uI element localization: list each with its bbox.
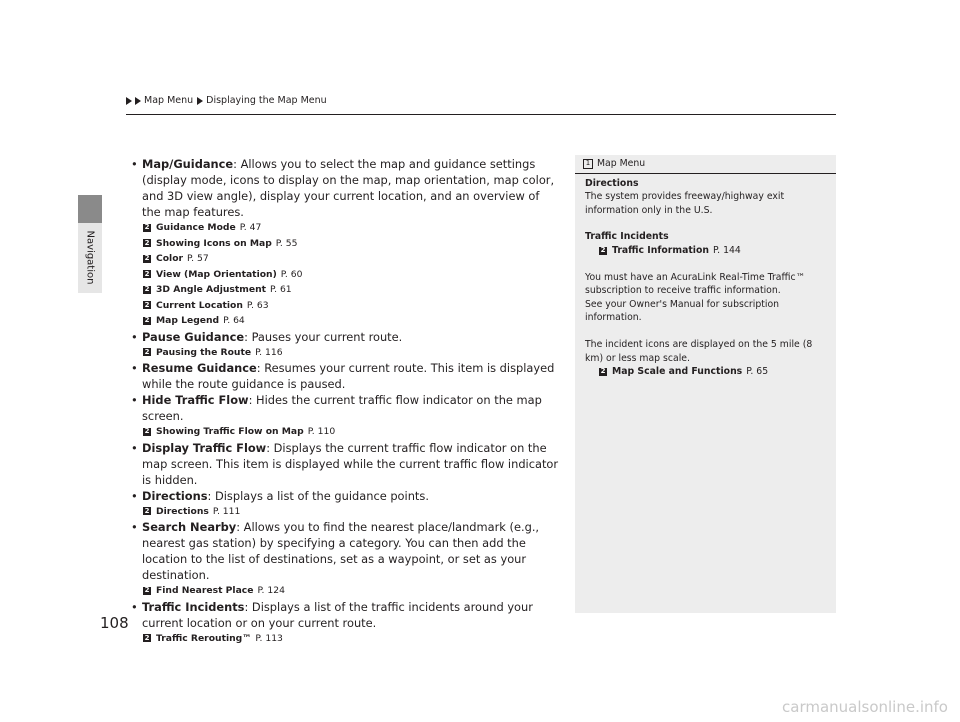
reference-link[interactable]: 2 Guidance Mode P. 47 — [144, 222, 262, 233]
note-heading: Traffic Incidents — [585, 231, 669, 243]
bullet-title: Display Traffic Flow — [142, 440, 267, 455]
reference-link[interactable]: 2 Showing Icons on Map P. 55 — [144, 237, 298, 249]
note-text: The incident icons are displayed on the 5 mile (8 km) or less map scale. — [585, 338, 813, 364]
note-title: Map Menu — [597, 158, 646, 169]
reference-link[interactable]: 2 Traffic Rerouting™ P. 113 — [144, 632, 283, 644]
note-text: You must have an AcuraLink Real-Time Traffic™ subscription to receive traffic information. — [585, 271, 805, 297]
bullet-icon: • — [131, 520, 138, 534]
side-note — [575, 155, 836, 613]
reference-arrow-icon: 2 — [144, 347, 150, 356]
main-content — [131, 156, 561, 646]
reference-arrow-icon: 2 — [144, 316, 150, 324]
reference-arrow-icon: 2 — [144, 285, 150, 293]
bullet-text: : Resumes your current route. This item is displayed while the route guidance is paused. — [142, 361, 555, 391]
bullet-icon: • — [131, 157, 138, 171]
bullet-title: Pause Guidance — [142, 329, 245, 344]
bullet-icon: • — [131, 329, 138, 344]
bullet-item — [131, 360, 561, 392]
bullet-title: Directions — [142, 488, 208, 503]
reference-arrow-icon: 2 — [600, 245, 606, 254]
reference-arrow-icon: 2 — [144, 238, 150, 247]
note-number-icon: 1 — [583, 159, 593, 169]
breadcrumb — [126, 95, 327, 106]
reference-arrow-icon: 2 — [600, 367, 606, 376]
reference-link[interactable]: 2 Pausing the Route P. 116 — [144, 346, 283, 358]
reference-link[interactable]: 2 3D Angle Adjustment P. 61 — [144, 284, 292, 295]
watermark: carmanualsonline.info — [782, 698, 948, 716]
reference-link[interactable]: 2 Map Legend P. 64 — [144, 315, 245, 326]
bullet-item — [131, 440, 561, 488]
bullet-item — [131, 519, 561, 583]
reference-arrow-icon: 2 — [144, 223, 150, 231]
bullet-text: : Pauses your current route. — [244, 329, 403, 344]
section-tab-marker — [78, 195, 102, 223]
bullet-text: : Displays the current traffic flow indicator on the map screen. This item is displayed while the current traffic flow indicator is hidden. — [142, 440, 559, 487]
breadcrumb-item[interactable]: Displaying the Map Menu — [206, 95, 327, 106]
reference-link[interactable]: 2 Current Location P. 63 — [144, 299, 269, 311]
bullet-icon: • — [131, 361, 138, 375]
reference-link[interactable]: 2 View (Map Orientation) P. 60 — [144, 268, 303, 280]
note-heading: Directions — [585, 177, 639, 189]
reference-arrow-icon: 2 — [144, 586, 150, 594]
reference-arrow-icon: 2 — [144, 269, 150, 278]
section-label: Navigation — [84, 230, 96, 284]
bullet-icon: • — [131, 393, 138, 407]
bullet-text: : Hides the current traffic flow indicator on the map screen. — [142, 393, 542, 423]
bullet-title: Search Nearby — [142, 520, 237, 534]
bullet-title: Hide Traffic Flow — [142, 393, 249, 407]
bullet-icon: • — [131, 488, 138, 503]
bullet-icon: • — [131, 440, 138, 455]
bullet-text: : Allows you to find the nearest place/landmark (e.g., nearest gas station) by specifying a category. You can then add the location to the list of destinations, set as a waypoint, or set as your destination. — [142, 520, 540, 582]
bullet-text: : Displays a list of the guidance points. — [207, 488, 429, 503]
note-text: See your Owner's Manual for subscription information. — [585, 298, 780, 324]
reference-arrow-icon: 2 — [144, 254, 150, 262]
bullet-icon: • — [131, 599, 138, 614]
bullet-item — [131, 599, 561, 631]
bullet-title: Traffic Incidents — [142, 599, 245, 614]
note-header — [575, 155, 836, 174]
reference-arrow-icon: 2 — [144, 633, 150, 642]
note-reference-link[interactable]: 2 Map Scale and Functions P. 65 — [600, 366, 769, 378]
bullet-item — [131, 392, 561, 424]
reference-arrow-icon: 2 — [144, 427, 150, 435]
bullet-title: Resume Guidance — [142, 361, 257, 375]
page-number: 108 — [100, 614, 129, 632]
header-divider — [126, 114, 836, 115]
breadcrumb-arrow-icon — [126, 97, 132, 105]
reference-arrow-icon: 2 — [144, 506, 150, 515]
reference-link[interactable]: 2 Directions P. 111 — [144, 505, 241, 517]
bullet-item — [131, 488, 561, 504]
bullet-text: : Displays a list of the traffic incidents around your current location or on your current route. — [142, 599, 533, 630]
note-text: The system provides freeway/highway exit information only in the U.S. — [585, 191, 785, 216]
reference-link[interactable]: 2 Showing Traffic Flow on Map P. 110 — [144, 426, 336, 437]
breadcrumb-arrow-icon — [135, 97, 141, 105]
breadcrumb-arrow-icon — [197, 97, 203, 105]
bullet-text: : Allows you to select the map and guidance settings (display mode, icons to display on the map, map orientation, map color, and 3D view angle), display your current location, and an overview of the map features. — [142, 157, 555, 219]
bullet-item — [131, 156, 561, 220]
reference-link[interactable]: 2 Color P. 57 — [144, 253, 209, 264]
bullet-item — [131, 329, 561, 345]
reference-arrow-icon: 2 — [144, 300, 150, 309]
reference-link[interactable]: 2 Find Nearest Place P. 124 — [144, 585, 285, 596]
bullet-title: Map/Guidance — [142, 157, 234, 171]
breadcrumb-item[interactable]: Map Menu — [144, 95, 194, 106]
note-reference-link[interactable]: 2 Traffic Information P. 144 — [600, 244, 741, 256]
